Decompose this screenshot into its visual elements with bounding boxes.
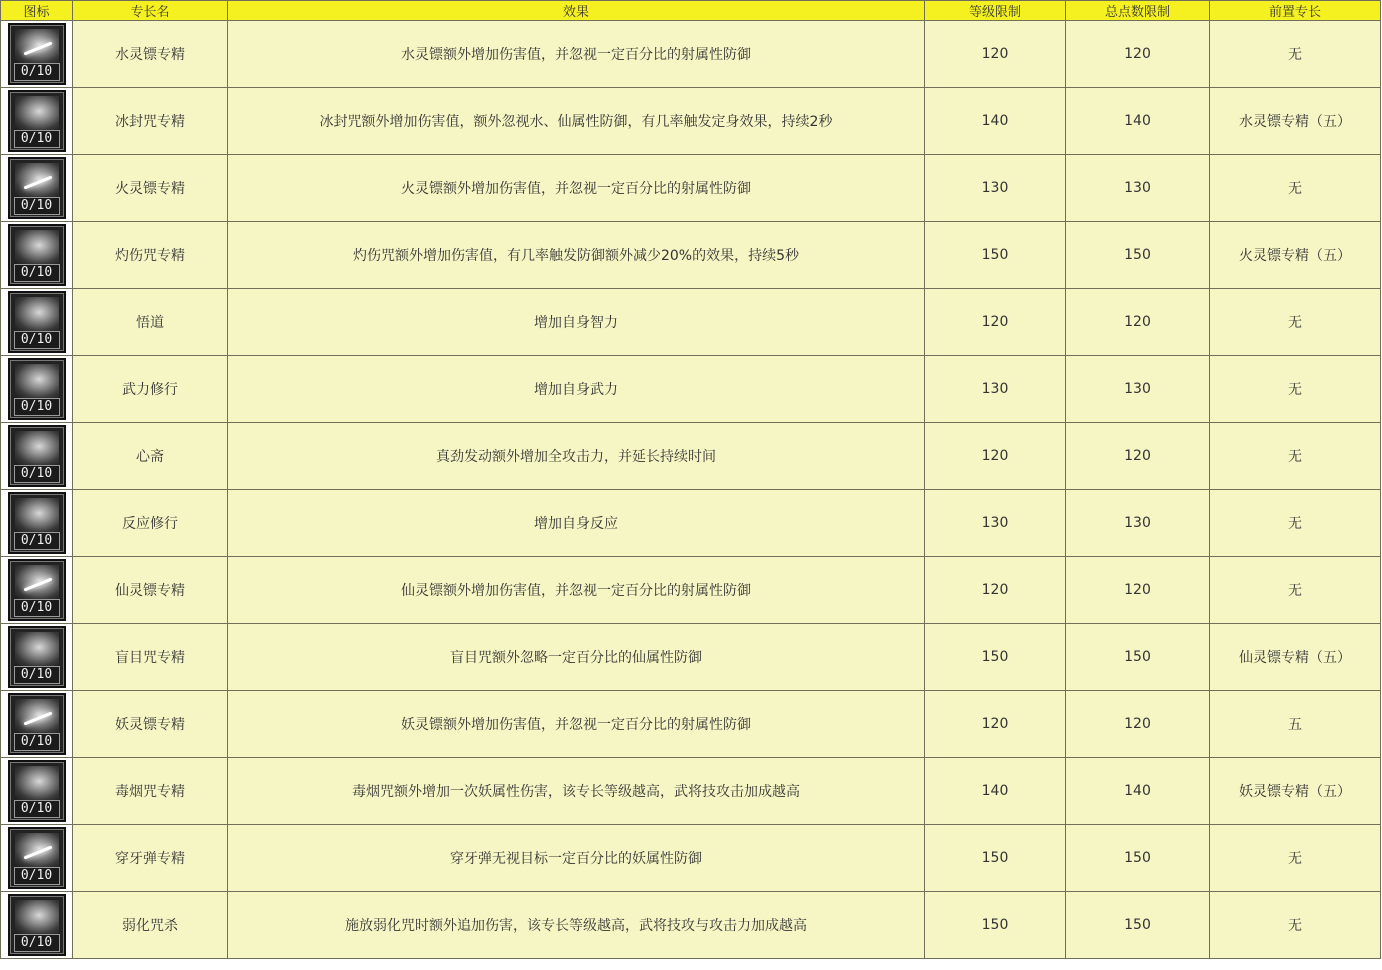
skill-level-counter: 0/10 [14, 733, 60, 751]
level-limit: 150 [925, 825, 1066, 892]
icon-cell [1, 21, 73, 88]
skill-level-counter: 0/10 [14, 398, 60, 416]
specialty-name: 冰封咒专精 [73, 88, 228, 155]
level-limit: 130 [925, 490, 1066, 557]
specialty-name: 火灵镖专精 [73, 155, 228, 222]
icon-art [15, 230, 59, 264]
level-limit: 150 [925, 892, 1066, 959]
level-limit: 120 [925, 423, 1066, 490]
reflex-icon[interactable] [8, 492, 66, 554]
level-limit: 130 [925, 356, 1066, 423]
fist-icon[interactable] [8, 358, 66, 420]
specialty-name: 盲目咒专精 [73, 624, 228, 691]
burn-curse-icon[interactable] [8, 224, 66, 286]
specialty-effect: 妖灵镖额外增加伤害值，并忽视一定百分比的射属性防御 [228, 691, 925, 758]
points-limit: 150 [1066, 624, 1210, 691]
header-prerequisite: 前置专长 [1210, 1, 1381, 21]
specialty-name: 灼伤咒专精 [73, 222, 228, 289]
prerequisite: 无 [1210, 356, 1381, 423]
skill-level-counter: 0/10 [14, 867, 60, 885]
icon-cell [1, 222, 73, 289]
points-limit: 120 [1066, 557, 1210, 624]
prerequisite: 妖灵镖专精（五） [1210, 758, 1381, 825]
table-row [1, 758, 1381, 825]
icon-cell [1, 88, 73, 155]
blind-curse-icon[interactable] [8, 626, 66, 688]
specialty-name: 穿牙弹专精 [73, 825, 228, 892]
points-limit: 120 [1066, 21, 1210, 88]
points-limit: 140 [1066, 758, 1210, 825]
skill-level-counter: 0/10 [14, 934, 60, 952]
points-limit: 130 [1066, 356, 1210, 423]
skill-level-counter: 0/10 [14, 130, 60, 148]
skill-level-counter: 0/10 [14, 666, 60, 684]
icon-art [15, 766, 59, 800]
prerequisite: 无 [1210, 557, 1381, 624]
level-limit: 130 [925, 155, 1066, 222]
skill-level-counter: 0/10 [14, 197, 60, 215]
icon-cell [1, 691, 73, 758]
header-points-limit: 总点数限制 [1066, 1, 1210, 21]
points-limit: 130 [1066, 155, 1210, 222]
header-row [1, 1, 1381, 21]
table-row [1, 222, 1381, 289]
level-limit: 120 [925, 21, 1066, 88]
specialty-name: 妖灵镖专精 [73, 691, 228, 758]
specialty-effect: 穿牙弹无视目标一定百分比的妖属性防御 [228, 825, 925, 892]
points-limit: 120 [1066, 423, 1210, 490]
icon-art [15, 29, 59, 63]
level-limit: 120 [925, 289, 1066, 356]
specialty-effect: 施放弱化咒时额外追加伤害，该专长等级越高，武将技攻与攻击力加成越高 [228, 892, 925, 959]
icon-art [15, 431, 59, 465]
icon-cell [1, 155, 73, 222]
specialty-effect: 增加自身武力 [228, 356, 925, 423]
skill-level-counter: 0/10 [14, 800, 60, 818]
icon-art [15, 699, 59, 733]
table-row [1, 88, 1381, 155]
prerequisite: 火灵镖专精（五） [1210, 222, 1381, 289]
prerequisite: 无 [1210, 892, 1381, 959]
icon-cell [1, 557, 73, 624]
points-limit: 150 [1066, 892, 1210, 959]
icon-art [15, 163, 59, 197]
icon-cell [1, 825, 73, 892]
level-limit: 150 [925, 624, 1066, 691]
icon-cell [1, 289, 73, 356]
specialty-name: 仙灵镖专精 [73, 557, 228, 624]
table-row [1, 155, 1381, 222]
specialty-effect: 盲目咒额外忽略一定百分比的仙属性防御 [228, 624, 925, 691]
points-limit: 120 [1066, 289, 1210, 356]
icon-cell [1, 356, 73, 423]
skill-level-counter: 0/10 [14, 331, 60, 349]
icon-cell [1, 758, 73, 825]
prerequisite: 无 [1210, 21, 1381, 88]
header-level-limit: 等级限制 [925, 1, 1066, 21]
header-effect: 效果 [228, 1, 925, 21]
skill-level-counter: 0/10 [14, 465, 60, 483]
icon-art [15, 833, 59, 867]
table-row [1, 892, 1381, 959]
dart-icon[interactable] [8, 157, 66, 219]
skill-level-counter: 0/10 [14, 532, 60, 550]
specialty-name: 毒烟咒专精 [73, 758, 228, 825]
header-name: 专长名 [73, 1, 228, 21]
level-limit: 140 [925, 88, 1066, 155]
points-limit: 150 [1066, 825, 1210, 892]
icon-cell [1, 892, 73, 959]
prerequisite: 无 [1210, 825, 1381, 892]
skill-level-counter: 0/10 [14, 63, 60, 81]
dart-icon[interactable] [8, 559, 66, 621]
icon-cell [1, 423, 73, 490]
icon-art [15, 632, 59, 666]
specialty-name: 心斋 [73, 423, 228, 490]
specialty-effect: 仙灵镖额外增加伤害值，并忽视一定百分比的射属性防御 [228, 557, 925, 624]
level-limit: 120 [925, 557, 1066, 624]
points-limit: 130 [1066, 490, 1210, 557]
header-icon: 图标 [1, 1, 73, 21]
prerequisite: 水灵镖专精（五） [1210, 88, 1381, 155]
specialty-name: 武力修行 [73, 356, 228, 423]
meditation-icon[interactable] [8, 425, 66, 487]
specialty-name: 反应修行 [73, 490, 228, 557]
prerequisite: 无 [1210, 423, 1381, 490]
table-row [1, 624, 1381, 691]
dart-icon[interactable] [8, 693, 66, 755]
table-row [1, 490, 1381, 557]
table-row [1, 356, 1381, 423]
specialty-effect: 灼伤咒额外增加伤害值，有几率触发防御额外减少20%的效果，持续5秒 [228, 222, 925, 289]
table-row [1, 825, 1381, 892]
ice-curse-icon[interactable] [8, 90, 66, 152]
specialty-name: 悟道 [73, 289, 228, 356]
specialty-name: 弱化咒杀 [73, 892, 228, 959]
points-limit: 150 [1066, 222, 1210, 289]
icon-art [15, 498, 59, 532]
skill-level-counter: 0/10 [14, 599, 60, 617]
specialty-effect: 冰封咒额外增加伤害值，额外忽视水、仙属性防御，有几率触发定身效果，持续2秒 [228, 88, 925, 155]
specialty-name: 水灵镖专精 [73, 21, 228, 88]
table-row [1, 289, 1381, 356]
icon-art [15, 900, 59, 934]
level-limit: 120 [925, 691, 1066, 758]
table-row [1, 21, 1381, 88]
icon-cell [1, 624, 73, 691]
icon-art [15, 364, 59, 398]
prerequisite: 无 [1210, 289, 1381, 356]
specialty-effect: 毒烟咒额外增加一次妖属性伤害，该专长等级越高，武将技攻击加成越高 [228, 758, 925, 825]
dart-icon[interactable] [8, 23, 66, 85]
specialty-effect: 水灵镖额外增加伤害值，并忽视一定百分比的射属性防御 [228, 21, 925, 88]
prerequisite: 仙灵镖专精（五） [1210, 624, 1381, 691]
specialty-effect: 真劲发动额外增加全攻击力，并延长持续时间 [228, 423, 925, 490]
level-limit: 140 [925, 758, 1066, 825]
specialty-effect: 增加自身反应 [228, 490, 925, 557]
poison-smoke-icon[interactable] [8, 760, 66, 822]
table-row [1, 423, 1381, 490]
icon-cell [1, 490, 73, 557]
eye-icon[interactable] [8, 291, 66, 353]
prerequisite: 无 [1210, 155, 1381, 222]
weaken-curse-icon[interactable] [8, 894, 66, 956]
prerequisite: 无 [1210, 490, 1381, 557]
specialty-effect: 增加自身智力 [228, 289, 925, 356]
points-limit: 120 [1066, 691, 1210, 758]
table-row [1, 557, 1381, 624]
icon-art [15, 565, 59, 599]
level-limit: 150 [925, 222, 1066, 289]
dart-icon[interactable] [8, 827, 66, 889]
prerequisite: 五 [1210, 691, 1381, 758]
table-row [1, 691, 1381, 758]
skill-level-counter: 0/10 [14, 264, 60, 282]
points-limit: 140 [1066, 88, 1210, 155]
icon-art [15, 96, 59, 130]
icon-art [15, 297, 59, 331]
specialty-effect: 火灵镖额外增加伤害值，并忽视一定百分比的射属性防御 [228, 155, 925, 222]
